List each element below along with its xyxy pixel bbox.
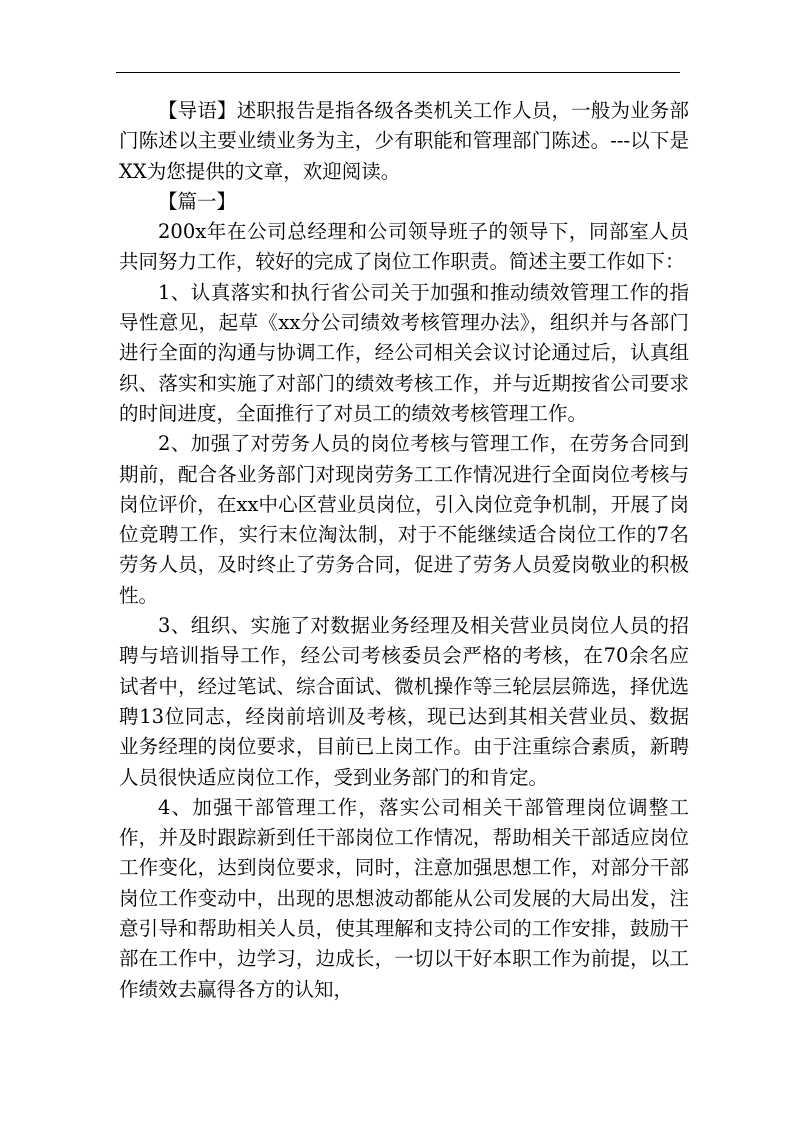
intro-paragraph: 【导语】述职报告是指各级各类机关工作人员，一般为业务部门陈述以主要业绩业务为主，少有职能和管理部门陈述。---以下是XX为您提供的文章，欢迎阅读。 (119, 99, 689, 183)
document-body (119, 96, 689, 1005)
item-paragraph-4: 4、加强干部管理工作，落实公司相关干部管理岗位调整工作，并及时跟踪新到任干部岗位工作情况，帮助相关干部适应岗位工作变化，达到岗位要求，同时，注意加强思想工作，对部分干部岗位工作变动中，出现的思想波动都能从公司发展的大局出发，注意引导和帮助相关人员，使其理解和支持公司的工作安排，鼓励干部在工作中，边学习，边成长，一切以干好本职工作为前提，以工作绩效去赢得各方的认知， (119, 795, 689, 1001)
section-heading: 【篇一】 (158, 189, 237, 213)
header-rule (116, 72, 680, 73)
item-paragraph-2: 2、加强了对劳务人员的岗位考核与管理工作，在劳务合同到期前，配合各业务部门对现岗劳务工工作情况进行全面岗位考核与岗位评价，在xx中心区营业员岗位，引入岗位竞争机制，开展了岗位竞聘工作，实行末位淘汰制，对于不能继续适合岗位工作的7名劳务人员，及时终止了劳务合同，促进了劳务人员爱岗敬业的积极性。 (119, 432, 689, 607)
item-paragraph-3: 3、组织、实施了对数据业务经理及相关营业员岗位人员的招聘与培训指导工作，经公司考核委员会严格的考核，在70余名应试者中，经过笔试、综合面试、微机操作等三轮层层筛选，择优选聘13位同志，经岗前培训及考核，现已达到其相关营业员、数据业务经理的岗位要求，目前已上岗工作。由于注重综合素质，新聘人员很快适应岗位工作，受到业务部门的和肯定。 (119, 614, 689, 789)
item-paragraph-1: 1、认真落实和执行省公司关于加强和推动绩效管理工作的指导性意见，起草《xx分公司绩效考核管理办法》，组织并与各部门进行全面的沟通与协调工作，经公司相关会议讨论通过后，认真组织、落实和实施了对部门的绩效考核工作，并与近期按省公司要求的时间进度，全面推行了对员工的绩效考核管理工作。 (119, 280, 689, 425)
summary-paragraph: 200x年在公司总经理和公司领导班子的领导下，同部室人员共同努力工作，较好的完成了岗位工作职责。简述主要工作如下： (119, 220, 689, 274)
